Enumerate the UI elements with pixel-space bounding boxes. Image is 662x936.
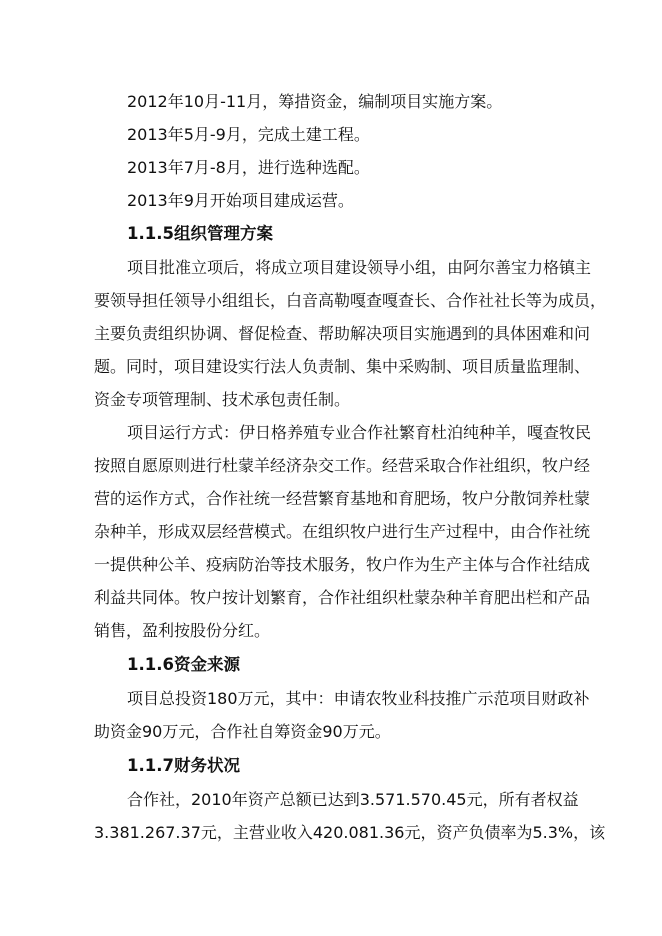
- paragraph-line: 按照自愿原则进行杜蒙羊经济杂交工作。经营采取合作社组织，牧户经: [94, 456, 591, 475]
- section-heading-116: 1.1.6资金来源: [127, 655, 240, 674]
- paragraph-line: 项目运行方式：伊日格养殖专业合作社繁育杜泊纯种羊，嘎查牧民: [127, 423, 592, 442]
- schedule-line: 2013年7月-8月，进行选种选配。: [127, 158, 370, 177]
- paragraph-line: 3.381.267.37元，主营业收入420.081.36元，资产负债率为5.3%，该: [94, 823, 606, 842]
- paragraph-line: 杂种羊，形成双层经营模式。在组织牧户进行生产过程中，由合作社统: [94, 522, 591, 541]
- paragraph-line: 助资金90万元，合作社自筹资金90万元。: [94, 722, 391, 741]
- section-heading-117: 1.1.7财务状况: [127, 756, 240, 775]
- paragraph-line: 主要负责组织协调、督促检查、帮助解决项目实施遇到的具体困难和问: [94, 324, 591, 343]
- section-heading-115: 1.1.5组织管理方案: [127, 224, 273, 243]
- schedule-line: 2013年9月开始项目建成运营。: [127, 191, 354, 210]
- paragraph-line: 合作社，2010年资产总额已达到3.571.570.45元，所有者权益: [127, 790, 579, 809]
- paragraph-line: 销售，盈利按股份分红。: [94, 621, 271, 640]
- paragraph-line: 项目批准立项后，将成立项目建设领导小组，由阿尔善宝力格镇主: [127, 258, 592, 277]
- paragraph-line: 营的运作方式，合作社统一经营繁育基地和育肥场，牧户分散饲养杜蒙: [94, 489, 591, 508]
- paragraph-line: 资金专项管理制、技术承包责任制。: [94, 390, 351, 409]
- paragraph-line: 题。同时，项目建设实行法人负责制、集中采购制、项目质量监理制、: [94, 357, 591, 376]
- schedule-line: 2013年5月-9月，完成土建工程。: [127, 125, 370, 144]
- paragraph-line: 要领导担任领导小组组长，白音高勒嘎查嘎查长、合作社社长等为成员，: [94, 291, 607, 310]
- schedule-line: 2012年10月-11月，筹措资金，编制项目实施方案。: [127, 92, 503, 111]
- paragraph-line: 一提供种公羊、疫病防治等技术服务，牧户作为生产主体与合作社结成: [94, 555, 591, 574]
- paragraph-line: 利益共同体。牧户按计划繁育，合作社组织杜蒙杂种羊育肥出栏和产品: [94, 588, 591, 607]
- paragraph-line: 项目总投资180万元，其中：申请农牧业科技推广示范项目财政补: [127, 689, 590, 708]
